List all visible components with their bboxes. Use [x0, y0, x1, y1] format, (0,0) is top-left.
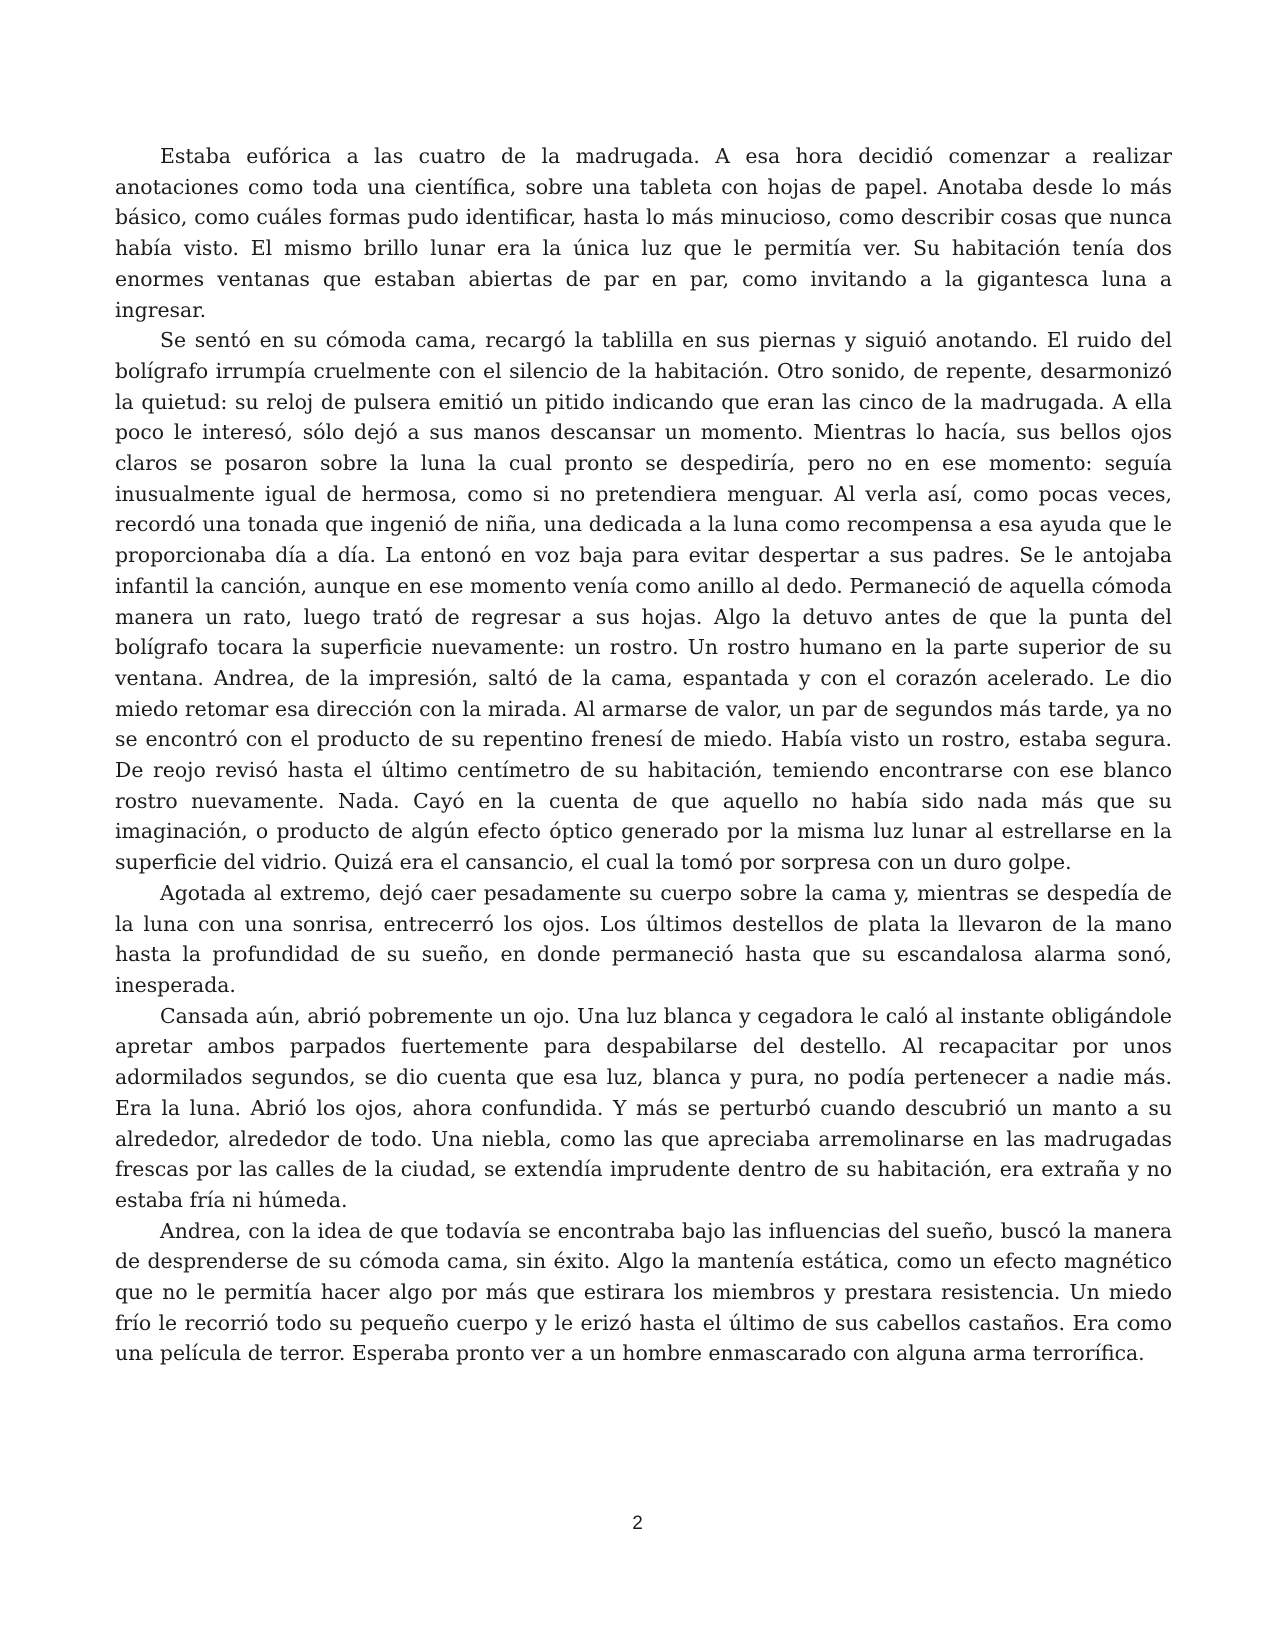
body-text [115, 141, 1172, 1369]
paragraph: Cansada aún, abrió pobremente un ojo. Una luz blanca y cegadora le caló al instante obligándole apretar ambos parpados fuertemente para despabilarse del destello. Al recapacitar por unos adormilados segundos, se dio cuenta que esa luz, blanca y pura, no podía pertenecer a nadie más. Era la luna. Abrió los ojos, ahora confundida. Y más se perturbó cuando descubrió un manto a su alrededor, alrededor de todo. Una niebla, como las que apreciaba arremolinarse en las madrugadas frescas por las calles de la ciudad, se extendía imprudente dentro de su habitación, era extraña y no estaba fría ni húmeda. [115, 1003, 1172, 1212]
paragraph: Estaba eufórica a las cuatro de la madrugada. A esa hora decidió comenzar a realizar anotaciones como toda una científica, sobre una tableta con hojas de papel. Anotaba desde lo más básico, como cuáles formas pudo identificar, hasta lo más minucioso, como describir cosas que nunca había visto. El mismo brillo lunar era la única luz que le permitía ver. Su habitación tenía dos enormes ventanas que estaban abiertas de par en par, como invitando a la gigantesca luna a ingresar. [115, 144, 1172, 322]
paragraph: Agotada al extremo, dejó caer pesadamente su cuerpo sobre la cama y, mientras se despedía de la luna con una sonrisa, entrecerró los ojos. Los últimos destellos de plata la llevaron de la mano hasta la profundidad de su sueño, en donde permaneció hasta que su escandalosa alarma sonó, inesperada. [115, 880, 1172, 997]
paragraph: Andrea, con la idea de que todavía se encontraba bajo las influencias del sueño, buscó la manera de desprenderse de su cómoda cama, sin éxito. Algo la mantenía estática, como un efecto magnético que no le permitía hacer algo por más que estirara los miembros y prestara resistencia. Un miedo frío le recorrió todo su pequeño cuerpo y le erizó hasta el último de sus cabellos castaños. Era como una película de terror. Esperaba pronto ver a un hombre enmascarado con alguna arma terrorífica. [115, 1218, 1172, 1366]
page-number: 2 [632, 1513, 643, 1534]
paragraph: Se sentó en su cómoda cama, recargó la tablilla en sus piernas y siguió anotando. El ruido del bolígrafo irrumpía cruelmente con el silencio de la habitación. Otro sonido, de repente, desarmonizó la quietud: su reloj de pulsera emitió un pitido indicando que eran las cinco de la madrugada. A ella poco le interesó, sólo dejó a sus manos descansar un momento. Mientras lo hacía, sus bellos ojos claros se posaron sobre la luna la cual pronto se despediría, pero no en ese momento: seguía inusualmente igual de hermosa, como si no pretendiera menguar. Al verla así, como pocas veces, recordó una tonada que ingenió de niña, una dedicada a la luna como recompensa a esa ayuda que le proporcionaba día a día. La entonó en voz baja para evitar despertar a sus padres. Se le antojaba infantil la canción, aunque en ese momento venía como anillo al dedo. Permaneció de aquella cómoda manera un rato, luego trató de regresar a sus hojas. Algo la detuvo antes de que la punta del bolígrafo tocara la superficie nuevamente: un rostro. Un rostro humano en la parte superior de su ventana. Andrea, de la impresión, saltó de la cama, espantada y con el corazón acelerado. Le dio miedo retomar esa dirección con la mirada. Al armarse de valor, un par de segundos más tarde, ya no se encontró con el producto de su repentino frenesí de miedo. Había visto un rostro, estaba segura. De reojo revisó hasta el último centímetro de su habitación, temiendo encontrarse con ese blanco rostro nuevamente. Nada. Cayó en la cuenta de que aquello no había sido nada más que su imaginación, o producto de algún efecto óptico generado por la misma luz lunar al estrellarse en la superficie del vidrio. Quizá era el cansancio, el cual la tomó por sorpresa con un duro golpe. [115, 328, 1172, 875]
